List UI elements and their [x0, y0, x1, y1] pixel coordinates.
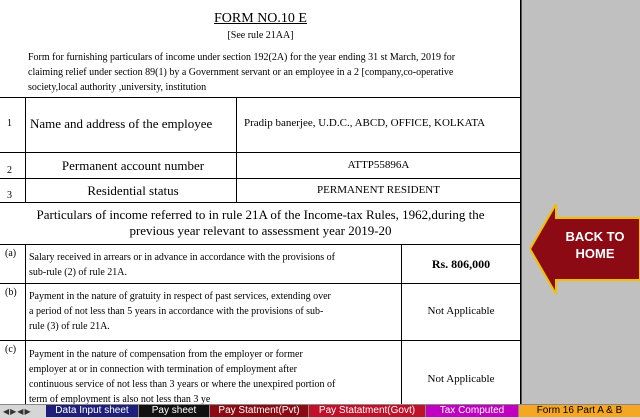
- form-intro: [28, 50, 508, 95]
- form-subtitle: [See rule 21AA]: [227, 30, 294, 41]
- intro-line: claiming relief under section 89(1) by a Government servant or an employee in a 2 [company,co-operative: [28, 67, 454, 78]
- row-number: 1: [7, 118, 12, 129]
- description-line: Salary received in arrears or in advance in accordance with the provisions of: [29, 252, 335, 263]
- item-number: (b): [5, 287, 17, 298]
- tab-pay-sheet[interactable]: Pay sheet: [139, 405, 210, 417]
- intro-line: Form for furnishing particulars of income under section 192(2A) for the year ending 31 st March, 2019 for: [28, 52, 456, 63]
- particulars-heading: [0, 207, 521, 239]
- item-number: (a): [5, 248, 17, 259]
- heading-line: previous year relevant to assessment year 2019-20: [129, 223, 392, 238]
- back-to-home-label: [552, 228, 638, 262]
- item-b-value[interactable]: Not Applicable: [427, 305, 495, 317]
- grid-line: [0, 340, 521, 341]
- description-line: a period of not less than 5 years in accordance with the provisions of sub-: [29, 306, 324, 317]
- row-number: 2: [7, 165, 12, 176]
- tab-data-input-sheet[interactable]: Data Input sheet: [46, 405, 139, 417]
- item-number: (c): [5, 344, 17, 355]
- tab-scroll-arrows-icon[interactable]: ◀▶◀▶: [3, 407, 32, 416]
- tab-pay-statment-pvt[interactable]: Pay Statment(Pvt): [210, 405, 309, 417]
- item-c-description: [29, 347, 335, 404]
- description-line: employer at or in connection with termination of employment after: [29, 364, 297, 375]
- employee-name-label: Name and address of the employee: [30, 116, 213, 131]
- description-line: sub-rule (2) of rule 21A.: [29, 267, 128, 278]
- pan-label: Permanent account number: [61, 158, 205, 173]
- description-line: continuous service of not less than 3 years or where the unexpired portion of: [29, 379, 336, 390]
- description-line: rule (3) of rule 21A.: [29, 321, 110, 332]
- form-title: FORM NO.10 E: [214, 11, 307, 26]
- grid-line: [25, 244, 26, 404]
- row-number: 3: [7, 190, 12, 201]
- item-b-description: [29, 289, 331, 334]
- tab-form-16-part-a-b[interactable]: Form 16 Part A & B: [519, 405, 640, 417]
- item-a-description: [29, 250, 335, 280]
- back-to-home-button[interactable]: [530, 204, 640, 294]
- grid-line: [0, 152, 521, 153]
- description-line: term of employment is also not less than 3 ye: [29, 394, 211, 404]
- grid-line: [0, 178, 521, 179]
- grid-line: [0, 244, 521, 245]
- back-label-line: BACK TO: [565, 229, 625, 244]
- heading-line: Particulars of income referred to in rule 21A of the Income-tax Rules, 1962,during the: [36, 207, 485, 222]
- side-panel: [521, 0, 640, 404]
- grid-line: [0, 283, 521, 284]
- item-c-value[interactable]: Not Applicable: [427, 373, 495, 385]
- intro-line: society,local authority ,university, institution: [28, 82, 207, 93]
- residential-status-label: Residential status: [87, 183, 179, 198]
- grid-line: [25, 97, 26, 203]
- description-line: Payment in the nature of gratuity in respect of past services, extending over: [29, 291, 331, 302]
- item-a-value[interactable]: Rs. 806,000: [431, 257, 491, 271]
- pan-value[interactable]: ATTP55896A: [347, 159, 410, 171]
- back-label-line: HOME: [575, 246, 615, 261]
- description-line: Payment in the nature of compensation from the employer or former: [29, 349, 303, 360]
- tab-pay-statatment-govt[interactable]: Pay Statatment(Govt): [309, 405, 426, 417]
- grid-line: [0, 97, 521, 98]
- tab-tax-computed[interactable]: Tax Computed: [426, 405, 519, 417]
- sheet-tab-bar: [0, 404, 640, 418]
- residential-status-value[interactable]: PERMANENT RESIDENT: [317, 184, 440, 196]
- grid-line: [0, 202, 521, 203]
- employee-name-value[interactable]: Pradip banerjee, U.D.C., ABCD, OFFICE, KOLKATA: [244, 117, 486, 129]
